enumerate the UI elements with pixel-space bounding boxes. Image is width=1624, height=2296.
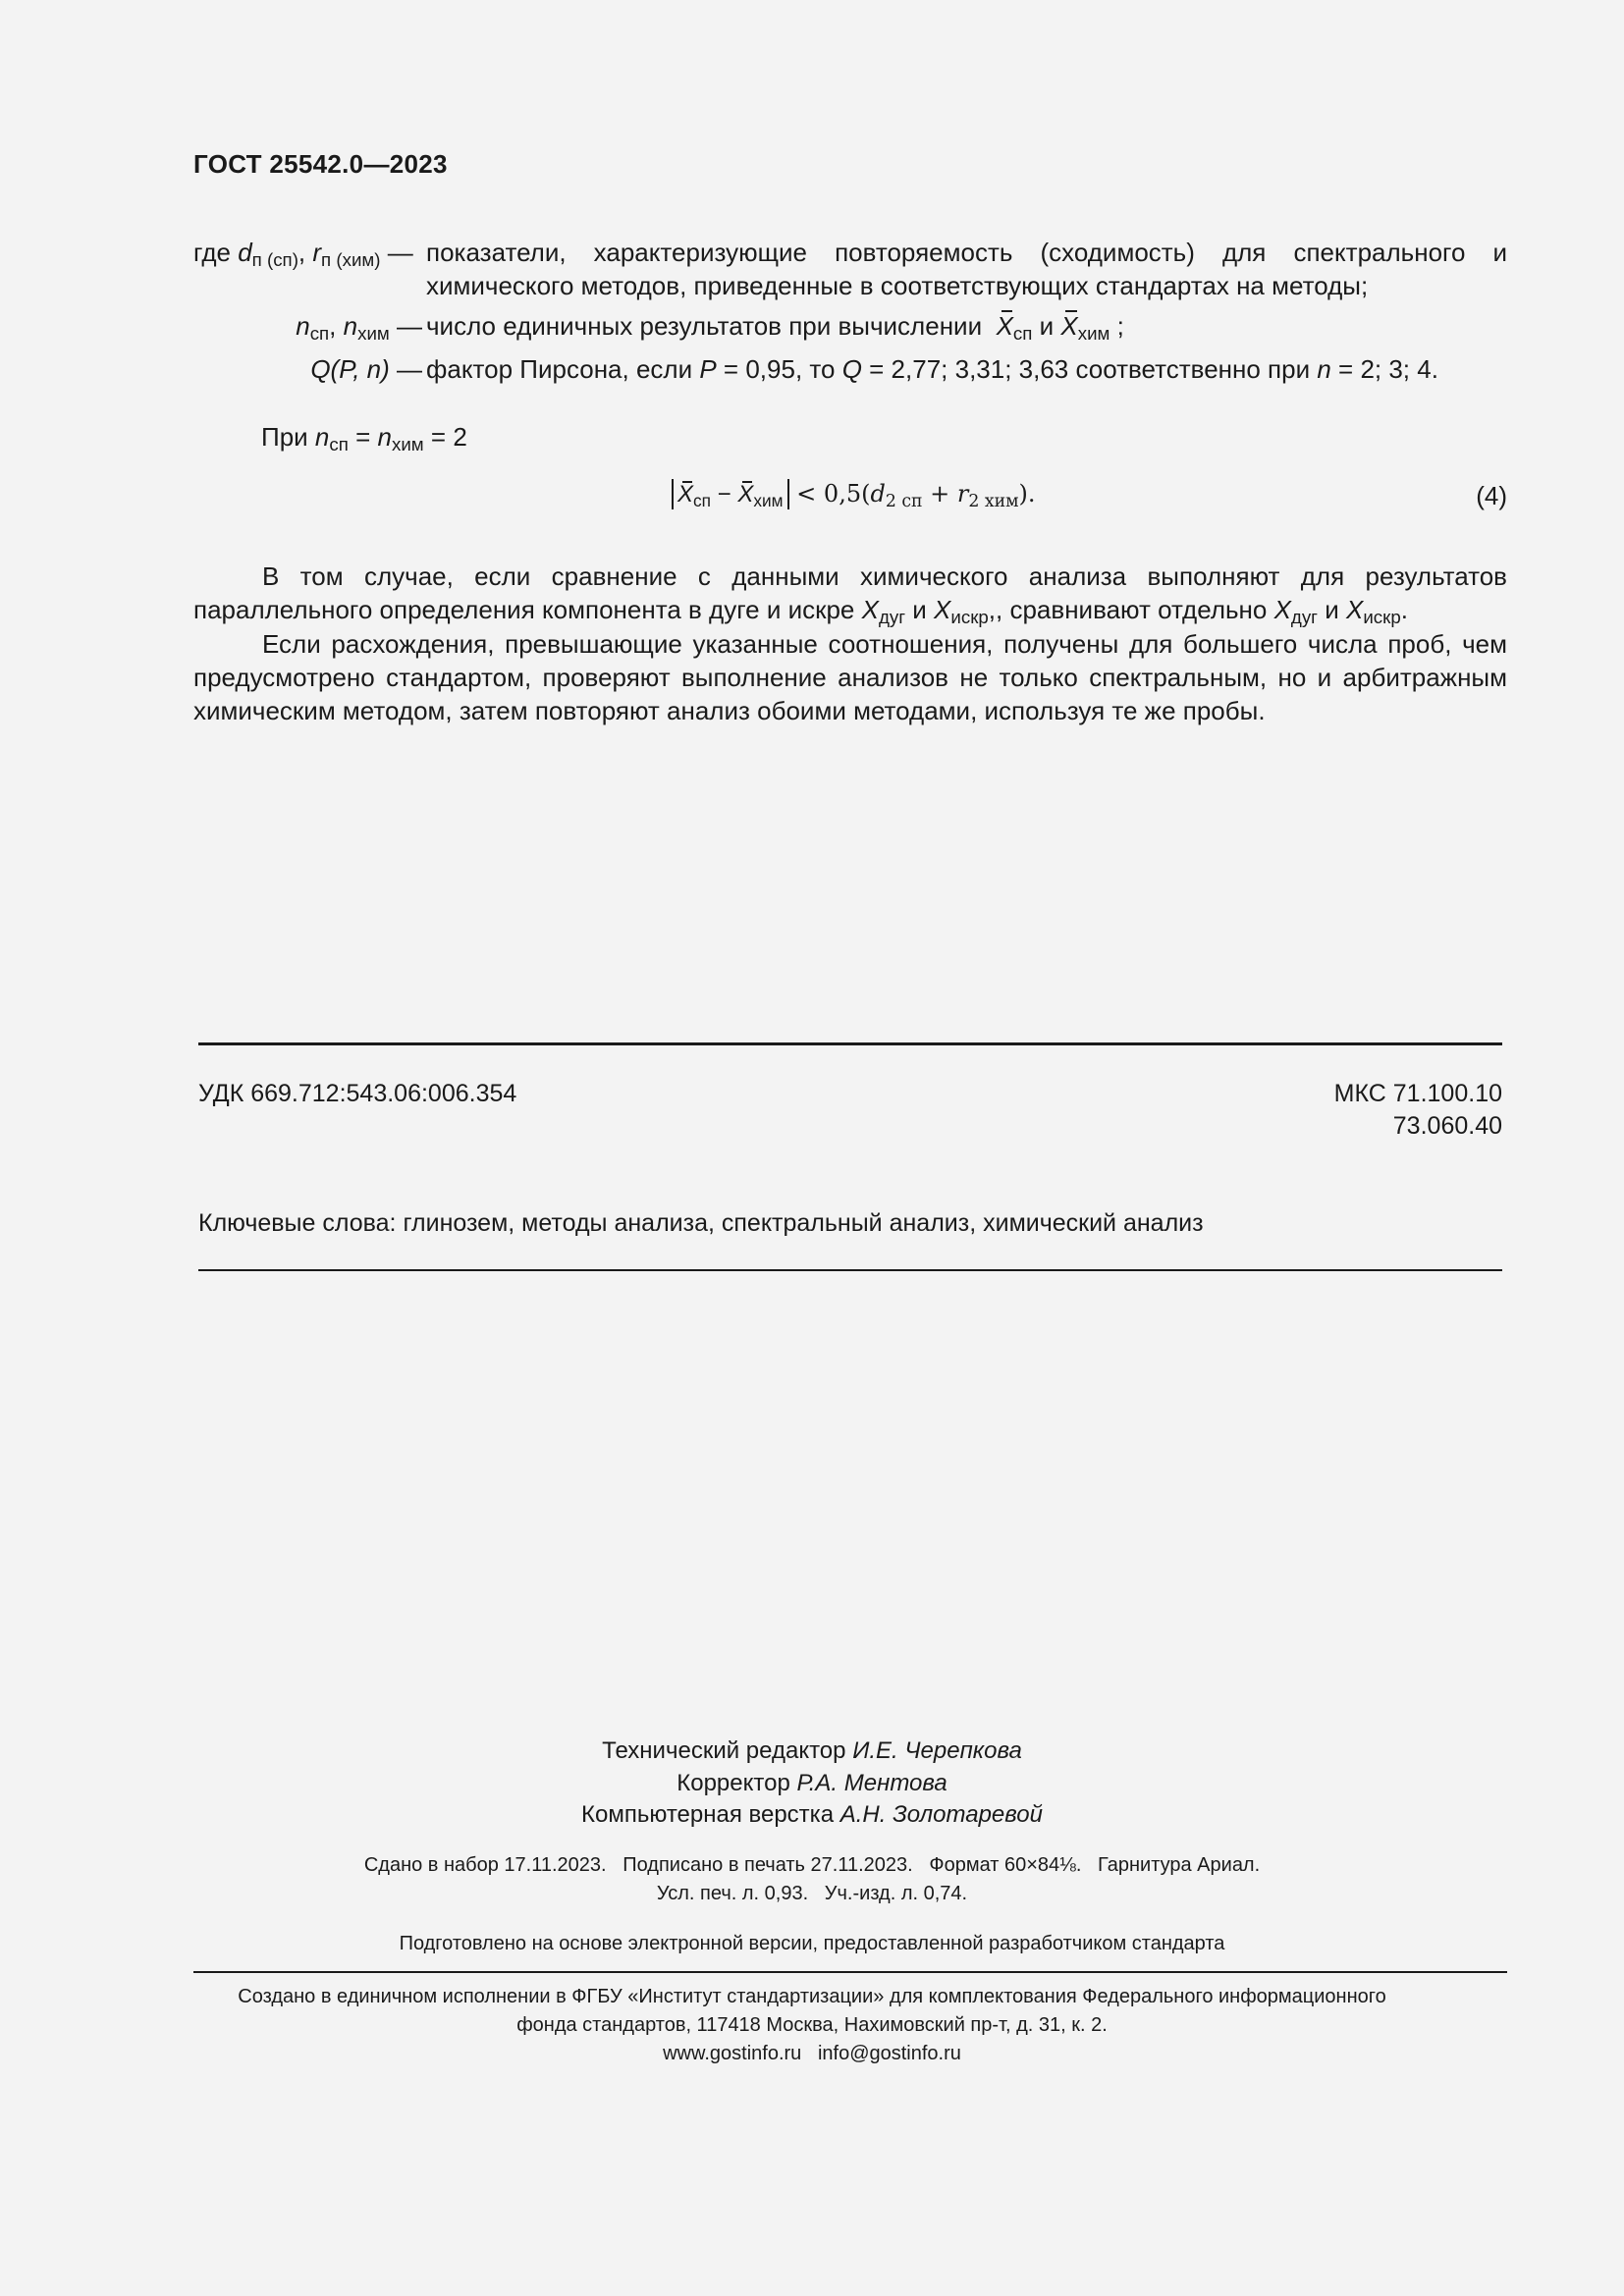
credit-layout: Компьютерная верстка А.Н. Золотаревой <box>581 1801 1043 1829</box>
definition-term: $n_{сп}$, $n_{хим}$ — <box>296 310 422 344</box>
divider-top <box>198 1042 1502 1045</box>
footer-line-2: фонда стандартов, 117418 Москва, Нахимовский пр-т, д. 31, к. 2. <box>516 2014 1108 2036</box>
imprint-line-2: Усл. печ. л. 0,93. Уч.-изд. л. 0,74. <box>656 1883 968 1904</box>
definition-text: показатели, характеризующие повторяемость (сходимость) для спектрального и химического методов, приведенные в соответствующих стандартах на методы; <box>426 238 1507 301</box>
divider-keywords <box>198 1269 1502 1271</box>
definition-text: фактор Пирсона, если P = 0,95, то Q = 2,77; 3,31; 3,63 соответственно при n = 2; 3; 4. <box>426 353 1438 384</box>
imprint-line-1: Сдано в набор 17.11.2023. Подписано в печать 27.11.2023. Формат 60×84⅛. Гарнитура Ариал. <box>363 1854 1261 1876</box>
formula-4: $X_{сп} - X_{хим} < 0,5(d_{2 сп} + r_{2 хим})$. <box>672 479 1036 510</box>
definition-term: Q(P, n) — <box>310 353 422 384</box>
mks-line-2: 73.060.40 <box>1392 1112 1502 1140</box>
paragraph-discrepancies: Если расхождения, превышающие указанные соотношения, получены для большего числа проб, чем предусмотрено стандартом, проверяют выполнение анализов не только спектральным, но и арбитражным химическим методом, затем повторяют анализ обоими методами, используя те же пробы. <box>193 628 1507 726</box>
formula-number: (4) <box>1476 481 1507 510</box>
udk-code: УДК 669.712:543.06:006.354 <box>198 1080 517 1107</box>
condition-line: При $n_{сп} = n_{хим} = 2$ <box>261 422 467 455</box>
credit-tech-editor: Технический редактор И.Е. Черепкова <box>602 1737 1022 1764</box>
definitions-list <box>193 236 1507 386</box>
body-text <box>193 560 1507 728</box>
definition-row-d-r <box>193 236 1507 303</box>
definition-row-n <box>193 309 1507 343</box>
definition-row-q <box>193 352 1507 386</box>
doc-header: ГОСТ 25542.0—2023 <box>193 149 448 179</box>
imprint <box>0 1851 1624 1908</box>
paragraph-arc-spark: В том случае, если сравнение с данными химического анализа выполняют для результатов параллельного определения компонента в дуге и искре $X_{дуг}$ и $X_{искр}$,, сравнивают отдельно $X_{дуг}$ и $X_{искр}$. <box>193 561 1507 628</box>
credits <box>0 1735 1624 1832</box>
credit-proofreader: Корректор Р.А. Ментова <box>677 1769 947 1796</box>
divider-footer <box>193 1971 1507 1973</box>
footer-line-3: www.gostinfo.ru info@gostinfo.ru <box>663 2043 961 2064</box>
footer <box>0 1983 1624 2068</box>
definition-text: число единичных результатов при вычислении $X_{сп}$ и $X_{хим}$ ; <box>426 310 1124 344</box>
prepared-note: Подготовлено на основе электронной версии, предоставленной разработчиком стандарта <box>399 1933 1225 1954</box>
definition-term: где $d_{п (сп)}$, $r_{п (хим)}$ — <box>193 238 413 271</box>
mks-line-1: МКС 71.100.10 <box>1333 1080 1502 1107</box>
mks-codes <box>1334 1078 1502 1143</box>
footer-line-1: Создано в единичном исполнении в ФГБУ «Институт стандартизации» для комплектования Федерального информационного <box>238 1986 1386 2007</box>
keywords: Ключевые слова: глинозем, методы анализа, спектральный анализ, химический анализ <box>198 1209 1204 1237</box>
